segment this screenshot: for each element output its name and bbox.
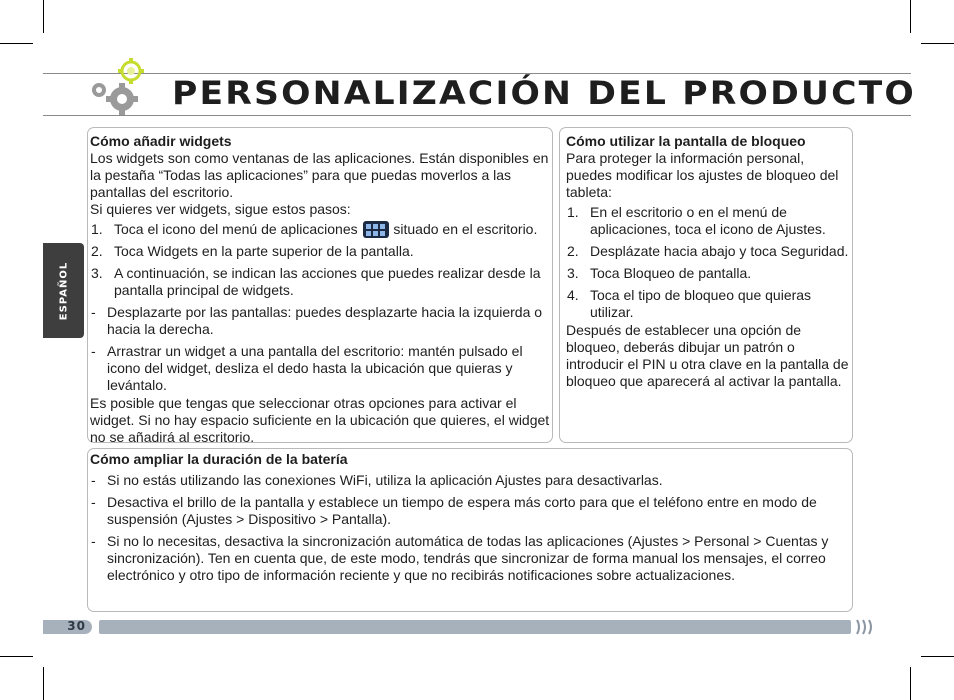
step-number: 4. (567, 287, 579, 303)
dash-marker: - (91, 343, 96, 359)
steps-list (90, 221, 552, 299)
step-number: 3. (567, 265, 579, 281)
page-number-pill (43, 620, 92, 634)
crop-mark (910, 667, 911, 700)
crop-mark (910, 0, 911, 33)
bullet-text: Arrastrar un widget a una pantalla del escritorio: mantén pulsado el icono del widget, desliza el dedo hasta la ubicación que quieras y levántalo. (107, 343, 523, 393)
bullet-text: Si no estás utilizando las conexiones WiFi, utiliza la aplicación Ajustes para desactivarlas. (107, 472, 663, 488)
language-tab-label: ESPAÑOL (58, 261, 69, 320)
list-item (90, 243, 552, 260)
list-item (90, 221, 552, 238)
page-title: PERSONALIZACIÓN DEL PRODUCTO (172, 74, 916, 112)
step-text: Toca Widgets en la parte superior de la pantalla. (114, 243, 414, 259)
section-heading: Cómo utilizar la pantalla de bloqueo (566, 133, 806, 149)
bullet-list (90, 472, 850, 584)
bullet-text: Desplazarte por las pantallas: puedes desplazarte hacia la izquierda o hacia la derecha. (107, 304, 543, 337)
paragraph: Es posible que tengas que seleccionar otras opciones para activar el widget. Si no hay espacio suficiente en la ubicación que quieres, el widget no se añadirá al escritorio. (90, 395, 550, 445)
list-item (566, 265, 850, 282)
crop-mark (0, 43, 33, 44)
paragraph: Después de establecer una opción de bloqueo, deberás dibujar un patrón o introducir el PIN u otra clave en la pantalla de bloqueo que aparecerá al activar la pantalla. (566, 322, 849, 389)
step-text: En el escritorio o en el menú de aplicaciones, toca el icono de Ajustes. (590, 204, 826, 237)
step-number: 2. (91, 243, 103, 259)
dash-marker: - (91, 472, 96, 488)
page-number: 30 (67, 619, 86, 633)
lockscreen-section (566, 133, 850, 390)
step-text: Toca el tipo de bloqueo que quieras utilizar. (590, 287, 812, 320)
dash-marker: - (91, 494, 96, 510)
list-item (90, 304, 552, 338)
section-heading: Cómo añadir widgets (90, 133, 232, 149)
battery-section (90, 451, 850, 589)
paragraph: Los widgets son como ventanas de las aplicaciones. Están disponibles en la pestaña “Todas las aplicaciones” para que puedas moverlos a las pantallas del escritorio. (90, 150, 549, 200)
language-tab (43, 243, 84, 338)
step-text: Desplázate hacia abajo y toca Seguridad. (590, 243, 849, 259)
section-heading: Cómo ampliar la duración de la batería (90, 451, 348, 467)
step-text: Toca Bloqueo de pantalla. (590, 265, 752, 281)
bullet-list (90, 304, 552, 394)
step-number: 2. (567, 243, 579, 259)
crop-mark (0, 656, 33, 657)
crop-mark (921, 43, 954, 44)
paragraph: Para proteger la información personal, puedes modificar los ajustes de bloqueo del tableta: (566, 150, 839, 200)
app-menu-icon (363, 221, 389, 238)
page-arrows-icon (855, 618, 875, 636)
crop-mark (921, 656, 954, 657)
list-item (566, 243, 850, 260)
list-item (566, 204, 850, 238)
step-text: Toca el icono del menú de aplicaciones (114, 221, 358, 237)
bullet-text: Si no lo necesitas, desactiva la sincronización automática de todas las aplicaciones (Ajustes > Personal > Cuentas y sincronización). Ten en cuenta que, de este modo, tendrás que sincronizar de forma manual los mensajes, el correo electrónico y otro tipo de información reciente y que no recibirás notificaciones sobre actualizaciones. (107, 533, 829, 583)
paragraph: Si quieres ver widgets, sigue estos pasos: (90, 201, 351, 217)
list-item (90, 494, 850, 528)
dash-marker: - (91, 533, 96, 549)
list-item (90, 343, 552, 394)
crop-mark (43, 0, 44, 33)
step-text: situado en el escritorio. (393, 221, 538, 237)
widgets-section (90, 133, 552, 446)
list-item (566, 287, 850, 321)
step-number: 3. (91, 265, 103, 281)
header-rule-bottom (43, 115, 911, 116)
dash-marker: - (91, 304, 96, 320)
list-item (90, 472, 850, 489)
gears-icon (86, 56, 156, 120)
step-number: 1. (91, 221, 103, 237)
footer-bar (99, 620, 851, 634)
bullet-text: Desactiva el brillo de la pantalla y establece un tiempo de espera más corto para que el teléfono entre en modo de suspensión (Ajustes > Dispositivo > Pantalla). (107, 494, 817, 527)
step-number: 1. (567, 204, 579, 220)
list-item (90, 533, 850, 584)
crop-mark (43, 667, 44, 700)
step-text: A continuación, se indican las acciones que puedes realizar desde la pantalla principal de widgets. (114, 265, 541, 298)
steps-list (566, 204, 850, 321)
list-item (90, 265, 552, 299)
